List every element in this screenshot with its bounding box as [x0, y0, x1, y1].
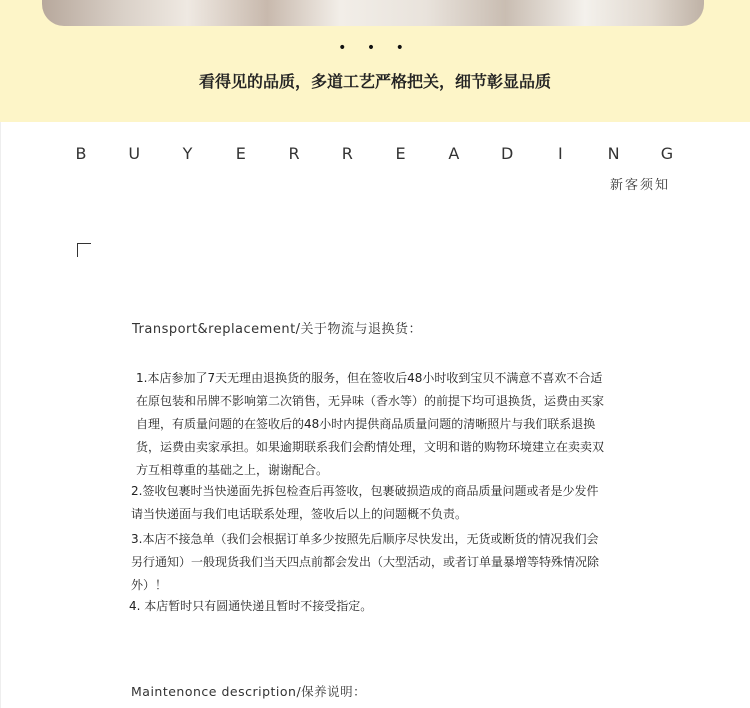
heading-letter: A	[448, 144, 460, 163]
new-customer-notice-subtitle: 新客须知	[609, 178, 670, 193]
heading-letter: N	[607, 144, 620, 163]
quality-tagline: 看得见的品质，多道工艺严格把关，细节彰显品质	[198, 72, 551, 91]
transport-policy-item-3: 3.本店不接急单（我们会根据订单多少按照先后顺序尽快发出，无货或断货的情况我们会另行通知）一般现货我们当天四点前都会发出（大型活动，或者订单量暴增等特殊情况除外）！	[131, 532, 600, 592]
buyer-reading-heading	[74, 144, 674, 163]
heading-letter: G	[660, 144, 674, 163]
heading-letter: E	[395, 144, 406, 163]
heading-letter: I	[558, 144, 563, 163]
maintenance-section-title: Maintenonce description/保养说明：	[131, 684, 367, 699]
transport-policy-item-2: 2.签收包裹时当快递面先拆包检查后再签收，包裹破损造成的商品质量问题或者是少发件请当快递面与我们电话联系处理，签收后以上的问题概不负责。	[131, 484, 599, 521]
heading-letter: D	[500, 144, 514, 163]
heading-letter: R	[288, 144, 300, 163]
left-divider	[0, 122, 1, 708]
heading-letter: B	[75, 144, 87, 163]
transport-policy-item-4: 4. 本店暂时只有圆通快递且暂时不接受指定。	[129, 599, 373, 613]
heading-letter: E	[235, 144, 246, 163]
transport-section-title: Transport&replacement/关于物流与退换货：	[132, 322, 423, 337]
product-photo-strip	[42, 0, 704, 26]
corner-bracket-decoration	[77, 243, 91, 257]
transport-policy-item-1: 1.本店参加了7天无理由退换货的服务，但在签收后48小时收到宝贝不满意不喜欢不合适在原包装和吊牌不影响第二次销售，无异味（香水等）的前提下均可退换货，运费由买家自理，有质量问题的在签收后的48小时内提供商品质量问题的清晰照片与我们联系退换货，运费由卖家承担。如果逾期联系我们会酌情处理，文明和谐的购物环境建立在卖卖双方互相尊重的基础之上，谢谢配合。	[136, 371, 605, 477]
top-banner	[0, 0, 750, 122]
heading-letter: U	[128, 144, 141, 163]
heading-letter: Y	[182, 144, 193, 163]
carousel-dots: • • •	[338, 40, 412, 56]
heading-letter: R	[341, 144, 353, 163]
